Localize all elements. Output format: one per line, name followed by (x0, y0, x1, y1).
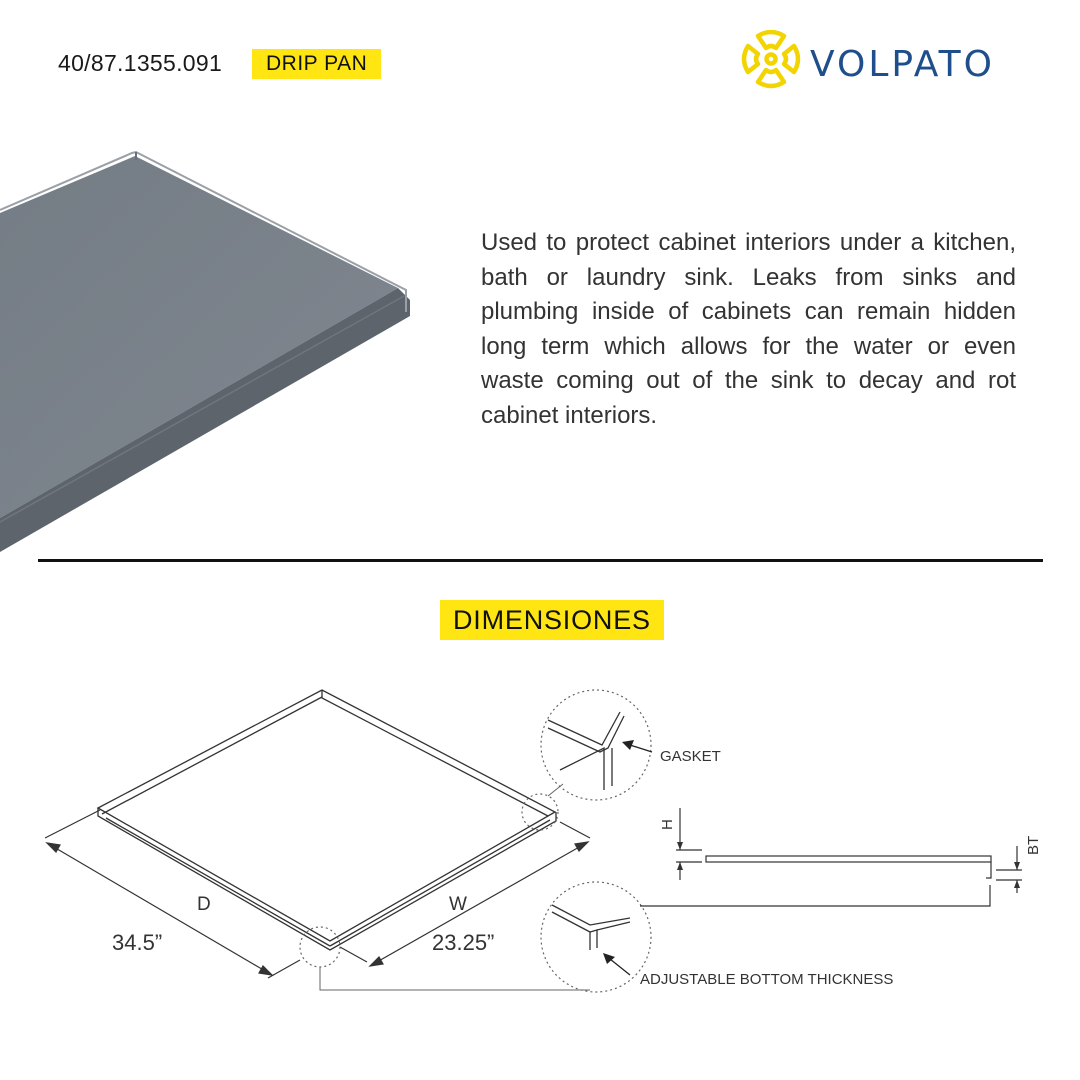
bottom-thickness-symbol: BT (1025, 835, 1042, 855)
pan-top-outline (98, 690, 555, 941)
brand-wordmark: VOLPATO (810, 44, 995, 85)
bottom-detail-circle (541, 882, 651, 992)
width-label: W (449, 894, 467, 915)
depth-value: 34.5” (112, 930, 163, 955)
height-label: H (659, 819, 676, 830)
dimensions-heading: DIMENSIONES (440, 600, 664, 640)
bottom-thickness-label: ADJUSTABLE BOTTOM THICKNESS (640, 971, 894, 988)
product-sku: 40/87.1355.091 (58, 50, 223, 76)
depth-dimension-line (47, 843, 272, 975)
gasket-label: GASKET (660, 748, 721, 765)
product-name-tag: DRIP PAN (252, 49, 381, 79)
depth-label: D (197, 894, 211, 915)
product-description: Used to protect cabinet interiors under a kitchen, bath or laundry sink. Leaks from sinks and plumbing inside of cabinets can remain hidden long term which allows for the water or even waste coming out of the sink to decay and rot cabinet interiors. (481, 229, 1016, 429)
width-value: 23.25” (432, 930, 495, 955)
gasket-detail-circle (541, 690, 651, 800)
pan-side-profile (706, 856, 991, 862)
